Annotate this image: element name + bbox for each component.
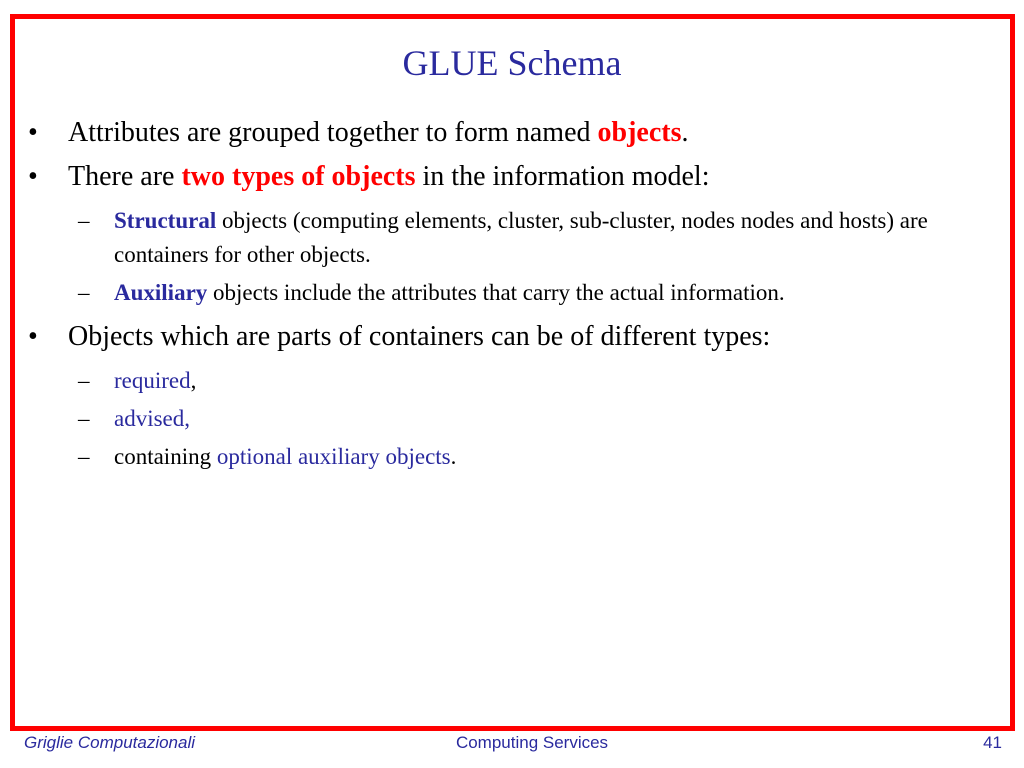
bullet-icon: • xyxy=(28,117,38,148)
dash-icon: – xyxy=(78,368,90,393)
emphasis-text: Auxiliary xyxy=(114,280,208,305)
dash-icon: – xyxy=(78,280,90,305)
emphasis-text: Structural xyxy=(114,208,217,233)
dash-icon: – xyxy=(78,406,90,431)
bullet-icon: • xyxy=(28,321,38,352)
emphasis-text: advised, xyxy=(114,406,191,431)
bullet-text: . xyxy=(681,117,689,148)
footer-course-name: Griglie Computazionali xyxy=(24,733,196,752)
bullet-text: There are xyxy=(68,161,182,192)
emphasis-text: optional auxiliary objects xyxy=(216,444,451,469)
bullet-text: Objects which are parts of containers can be of different types: xyxy=(68,321,771,352)
slide-body xyxy=(28,116,978,478)
bullet-text: Attributes are grouped together to form named xyxy=(68,117,598,148)
dash-icon: – xyxy=(78,444,90,469)
bullet-item xyxy=(28,320,978,354)
sub-bullet-item xyxy=(28,402,978,436)
bullet-item xyxy=(28,160,978,194)
bullet-text: in the information model: xyxy=(415,161,710,192)
sub-bullet-text: objects include the attributes that carry the actual information. xyxy=(207,280,785,305)
emphasis-text: required xyxy=(114,368,191,393)
bullet-item xyxy=(28,116,978,150)
dash-icon: – xyxy=(78,208,90,233)
slide-number: 41 xyxy=(983,733,1002,752)
sub-bullet-item xyxy=(28,276,978,310)
sub-bullet-text: , xyxy=(190,368,197,393)
emphasis-text: objects xyxy=(597,117,682,148)
sub-bullet-item xyxy=(28,364,978,398)
sub-bullet-text: containing xyxy=(114,444,217,469)
sub-bullet-text: objects (computing elements, cluster, sub-cluster, nodes nodes and hosts) are containers for other objects. xyxy=(114,208,928,267)
sub-bullet-text: . xyxy=(450,444,457,469)
sub-bullet-item xyxy=(28,440,978,474)
footer-section-name: Computing Services xyxy=(455,733,609,752)
sub-bullet-item xyxy=(28,204,978,272)
slide-title: GLUE Schema xyxy=(402,43,622,83)
bullet-icon: • xyxy=(28,161,38,192)
emphasis-text: two types of objects xyxy=(181,161,416,192)
